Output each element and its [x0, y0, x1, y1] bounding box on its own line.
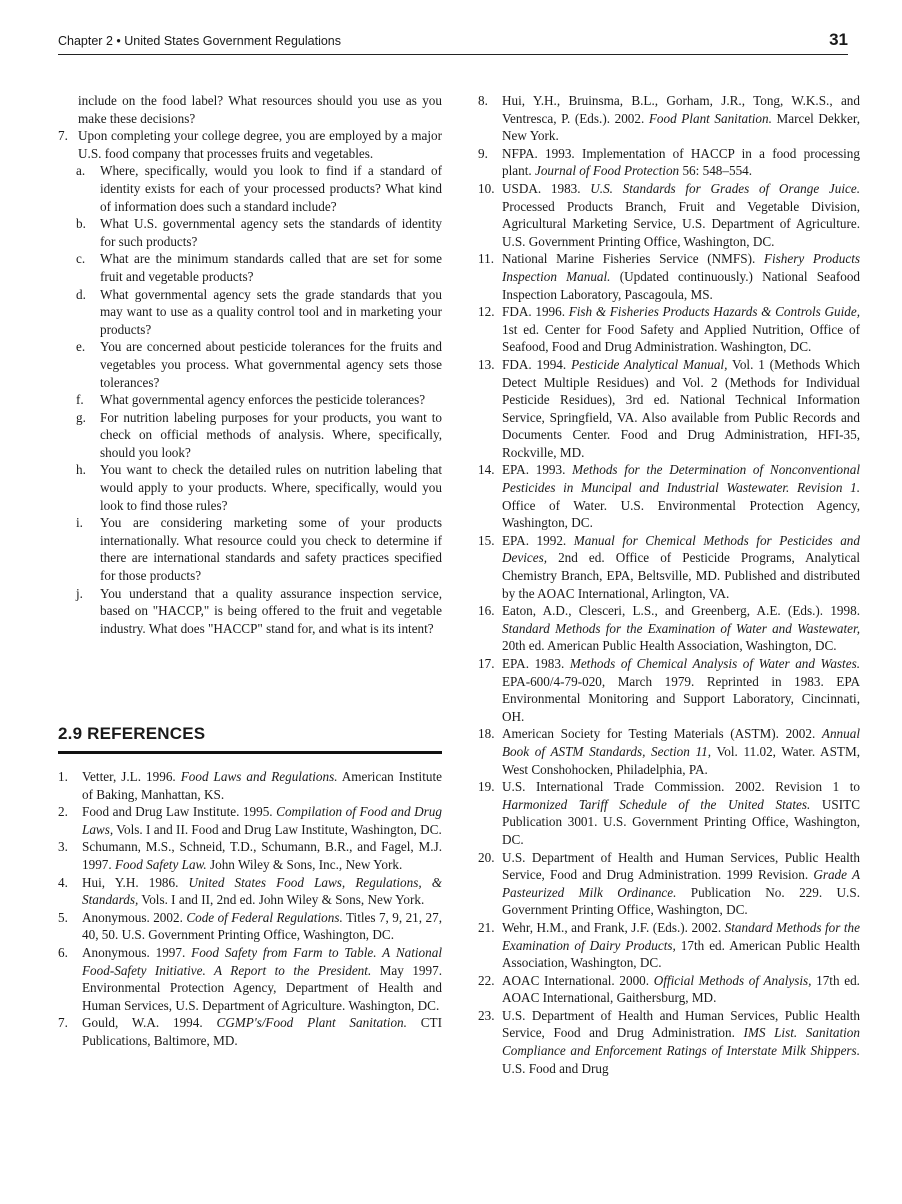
- reference-item: [58, 944, 442, 1014]
- subquestion-text: You want to check the detailed rules on nutrition labeling that would apply to your products. Where, specifically, would you look to find those rules?: [100, 462, 442, 513]
- reference-item: [478, 250, 860, 303]
- subquestion-text: You are considering marketing some of your products internationally. What resource could you check to determine if there are international standards and safety practices specified for those products?: [100, 515, 442, 584]
- reference-title: Official Methods of Analysis,: [653, 972, 812, 988]
- reference-publisher: Vols. I and II. Food and Drug Law Institute, Washington, DC.: [113, 821, 442, 837]
- reference-item: [478, 532, 860, 602]
- running-header: [58, 30, 848, 55]
- question-text: Upon completing your college degree, you are employed by a major U.S. food company that processes fruits and vegetables.: [78, 128, 442, 161]
- reference-authors: EPA. 1993.: [502, 462, 573, 478]
- reference-publisher: 17th ed. American Public Health Association, Washington, DC.: [502, 937, 861, 971]
- reference-title: Annual Book of ASTM Standards, Section 11,: [502, 726, 860, 759]
- subquestion-text: What governmental agency sets the grade standards that you may want to use as a quality control tool and in marketing your products?: [100, 286, 442, 337]
- subquestion-letter: d.: [76, 286, 86, 302]
- subquestion-letter: c.: [76, 251, 86, 267]
- reference-title: IMS List. Sanitation Compliance and Enforcement Ratings of Interstate Milk Shippers.: [502, 1025, 860, 1059]
- reference-authors: Hui, Y.H. 1986.: [82, 874, 189, 890]
- reference-publisher: Vol. 11.02, Water. ASTM, West Conshohocken, Philadelphia, PA.: [502, 743, 860, 777]
- reference-publisher: CTI Publications, Baltimore, MD.: [82, 1015, 442, 1048]
- reference-publisher: 17th ed. AOAC International, Gaithersburg, MD.: [502, 972, 860, 1006]
- reference-item: [478, 92, 860, 145]
- reference-authors: NFPA. 1993. Implementation of HACCP in a food processing plant.: [502, 145, 860, 179]
- reference-item: [58, 838, 442, 873]
- reference-authors: Vetter, J.L. 1996.: [82, 769, 181, 784]
- reference-item: [478, 725, 860, 778]
- reference-authors: FDA. 1996.: [502, 304, 569, 320]
- reference-number: 7.: [58, 1015, 68, 1031]
- reference-title: Standard Methods for the Examination of Water and Wastewater,: [502, 620, 860, 636]
- subquestion: [58, 409, 442, 462]
- reference-title: Code of Federal Regulations.: [186, 909, 343, 925]
- reference-authors: USDA. 1983.: [502, 180, 591, 196]
- subquestion-letter: f.: [76, 392, 84, 408]
- reference-item: [478, 849, 860, 919]
- subquestion: [58, 338, 442, 391]
- page-number: 31: [829, 30, 848, 49]
- reference-number: 16.: [478, 603, 495, 619]
- reference-number: 11.: [478, 251, 494, 267]
- reference-publisher: 1st ed. Center for Food Safety and Applied Nutrition, Office of Seafood, Food and Drug Administration. Washington, DC.: [502, 321, 860, 355]
- reference-number: 17.: [478, 656, 495, 671]
- reference-number: 8.: [478, 93, 488, 108]
- reference-authors: Anonymous. 1997.: [82, 944, 192, 960]
- subquestion-text: You understand that a quality assurance inspection service, based on "HACCP," is being offered to the fruit and vegetable industry. What does "HACCP" stand for, and what is its intent?: [100, 585, 442, 636]
- subquestion-text: What are the minimum standards called that are set for some fruit and vegetable products?: [100, 251, 442, 284]
- reference-authors: U.S. Department of Health and Human Services, Public Health Service, Food and Drug Administration. 1999 Revision.: [502, 849, 860, 883]
- subquestion-text: For nutrition labeling purposes for your products, you want to check on official methods of analysis. Where, specifically, should you look?: [100, 409, 442, 460]
- reference-number: 20.: [478, 849, 495, 865]
- subquestion: [58, 461, 442, 514]
- reference-title: Food Plant Sanitation.: [648, 110, 772, 126]
- reference-item: [478, 461, 860, 531]
- subquestion-text: What U.S. governmental agency sets the standards of identity for such products?: [100, 216, 442, 249]
- reference-number: 21.: [478, 919, 495, 935]
- reference-item: [478, 655, 860, 725]
- reference-number: 2.: [58, 804, 68, 820]
- subquestion-text: Where, specifically, would you look to find if a standard of identity exists for each of your processed products? What kind of information does such a standard include?: [100, 163, 442, 214]
- reference-title: Pesticide Analytical Manual,: [571, 356, 728, 372]
- question-number: 7.: [58, 128, 68, 144]
- reference-item: [478, 145, 860, 180]
- reference-publisher: Publication No. 229. U.S. Government Printing Office, Washington, DC.: [502, 884, 860, 918]
- reference-publisher: Vol. 1 (Methods Which Detect Multiple Residues) and Vol. 2 (Methods for Individual Pesticide Residues), 3rd ed. National Technical Information Service, Springfield, VA. Also available from Public Records and Documents Center. Food and Drug Administration, HFI-35, Rockville, MD.: [502, 356, 860, 460]
- reference-number: 5.: [58, 909, 68, 925]
- reference-number: 10.: [478, 180, 495, 196]
- reference-item: [58, 874, 442, 909]
- reference-number: 9.: [478, 145, 488, 161]
- section-heading: 2.9 REFERENCES: [58, 725, 442, 754]
- subquestion-letter: j.: [76, 585, 83, 601]
- reference-title: Fish & Fisheries Products Hazards & Controls Guide,: [568, 304, 860, 320]
- chapter-title: Chapter 2 • United States Government Regulations: [58, 34, 342, 48]
- subquestion-letter: h.: [76, 462, 86, 478]
- reference-number: 14.: [478, 462, 495, 478]
- reference-item: [58, 768, 442, 803]
- reference-authors: Anonymous. 2002.: [82, 909, 187, 925]
- reference-authors: Hui, Y.H., Bruinsma, B.L., Gorham, J.R., Tong, W.K.S., and Ventresca, P. (Eds.). 2002.: [502, 93, 860, 126]
- reference-title: United States Food Laws, Regulations, & Standards,: [82, 874, 442, 908]
- reference-title: Food Safety from Farm to Table. A National Food-Safety Initiative. A Report to the President.: [82, 944, 442, 978]
- reference-authors: AOAC International. 2000.: [502, 972, 654, 988]
- reference-item: [478, 303, 860, 356]
- reference-number: 15.: [478, 532, 495, 548]
- subquestion: [58, 391, 442, 409]
- reference-title: Journal of Food Protection: [534, 163, 680, 179]
- subquestion-list: [58, 162, 442, 637]
- reference-number: 22.: [478, 972, 495, 988]
- left-column: [58, 92, 442, 1050]
- reference-publisher: EPA-600/4-79-020, March 1979. Reprinted in 1983. EPA Environmental Monitoring and Support Laboratory, Cincinnati, OH.: [502, 673, 860, 724]
- reference-list-left: [58, 768, 442, 1050]
- reference-title: Harmonized Tariff Schedule of the United States.: [502, 796, 811, 812]
- reference-title: Methods of Chemical Analysis of Water and Wastes.: [569, 656, 861, 671]
- reference-item: [58, 803, 442, 838]
- reference-number: 12.: [478, 304, 495, 320]
- subquestion-text: You are concerned about pesticide tolerances for the fruits and vegetables you process. What governmental agency sets those tolerances?: [100, 339, 442, 390]
- reference-number: 4.: [58, 874, 68, 890]
- reference-publisher: Processed Products Branch, Fruit and Vegetable Division, Agricultural Marketing Service, U.S. Department of Agriculture. U.S. Government Printing Office, Washington, DC.: [502, 198, 860, 249]
- reference-authors: U.S. Department of Health and Human Services, Public Health Service, Food and Drug Administration.: [502, 1007, 860, 1041]
- reference-list-right: [478, 92, 860, 1077]
- reference-item: [478, 602, 860, 655]
- reference-item: [478, 972, 860, 1007]
- reference-publisher: 56: 548–554.: [679, 163, 753, 179]
- reference-authors: Schumann, M.S., Schneid, T.D., Schumann, B.R., and Fagel, M.J. 1997.: [82, 839, 442, 872]
- subquestion: [58, 250, 442, 285]
- reference-authors: EPA. 1983.: [502, 656, 570, 671]
- question-continuation: include on the food label? What resources should you use as you make these decisions?: [78, 93, 442, 126]
- reference-publisher: May 1997. Environmental Protection Agency, Department of Health and Human Services, U.S. Department of Agriculture. Washington, DC.: [82, 962, 442, 1013]
- reference-publisher: Marcel Dekker, New York.: [502, 110, 860, 144]
- reference-number: 19.: [478, 779, 495, 795]
- reference-number: 1.: [58, 769, 68, 784]
- reference-item: [478, 919, 860, 972]
- subquestion-letter: a.: [76, 163, 86, 179]
- reference-authors: Food and Drug Law Institute. 1995.: [82, 804, 277, 820]
- reference-publisher: 20th ed. American Public Health Association, Washington, DC.: [502, 638, 837, 654]
- reference-title: Food Laws and Regulations.: [180, 769, 338, 784]
- reference-publisher: American Institute of Baking, Manhattan, KS.: [82, 769, 442, 802]
- reference-authors: U.S. International Trade Commission. 2002. Revision 1 to: [502, 779, 860, 795]
- subquestion-letter: b.: [76, 216, 86, 232]
- reference-authors: FDA. 1994.: [502, 356, 572, 372]
- subquestion: [58, 585, 442, 638]
- reference-number: 6.: [58, 944, 68, 960]
- reference-title: Methods for the Determination of Nonconventional Pesticides in Muncipal and Industrial Wastewater. Revision 1.: [502, 462, 860, 496]
- reference-publisher: U.S. Food and Drug: [502, 1060, 609, 1076]
- subquestion-letter: e.: [76, 339, 86, 355]
- reference-item: [58, 909, 442, 944]
- subquestion-text: What governmental agency enforces the pesticide tolerances?: [100, 392, 426, 408]
- reference-authors: EPA. 1992.: [502, 532, 574, 548]
- reference-authors: Eaton, A.D., Clesceri, L.S., and Greenberg, A.E. (Eds.). 1998.: [502, 603, 860, 619]
- subquestion-letter: g.: [76, 409, 86, 425]
- reference-publisher: Titles 7, 9, 21, 27, 40, 50. U.S. Government Printing Office, Washington, DC.: [82, 909, 442, 943]
- reference-authors: Gould, W.A. 1994.: [82, 1015, 217, 1031]
- reference-authors: American Society for Testing Materials (ASTM). 2002.: [502, 726, 822, 742]
- reference-title: Food Safety Law.: [114, 856, 207, 872]
- reference-item: [58, 1014, 442, 1049]
- subquestion: [58, 286, 442, 339]
- reference-number: 18.: [478, 726, 495, 742]
- reference-authors: Wehr, H.M., and Frank, J.F. (Eds.). 2002.: [502, 919, 725, 935]
- reference-publisher: John Wiley & Sons, Inc., New York.: [206, 856, 403, 872]
- subquestion: [58, 514, 442, 584]
- reference-item: [478, 778, 860, 848]
- subquestion: [58, 215, 442, 250]
- reference-publisher: USITC Publication 3001. U.S. Government Printing Office, Washington, DC.: [502, 796, 860, 847]
- reference-title: CGMP's/Food Plant Sanitation.: [216, 1015, 407, 1031]
- reference-publisher: 2nd ed. Office of Pesticide Programs, Analytical Chemistry Branch, EPA, Beltsville, MD. Published and distributed by the AOAC International, Arlington, VA.: [502, 550, 860, 601]
- reference-item: [478, 356, 860, 462]
- subquestion: [58, 162, 442, 215]
- reference-number: 13.: [478, 356, 495, 372]
- reference-item: [478, 180, 860, 250]
- reference-number: 23.: [478, 1007, 495, 1023]
- reference-publisher: Office of Water. U.S. Environmental Protection Agency, Washington, DC.: [502, 497, 860, 531]
- reference-title: Compilation of Food and Drug Laws,: [82, 804, 442, 837]
- reference-title: Grade A Pasteurized Milk Ordinance.: [502, 867, 860, 900]
- reference-authors: National Marine Fisheries Service (NMFS).: [502, 251, 764, 267]
- question-7: [58, 127, 442, 162]
- reference-item: [478, 1007, 860, 1077]
- reference-title: Manual for Chemical Methods for Pesticides and Devices,: [502, 532, 860, 566]
- reference-publisher: (Updated continuously.) National Seafood Inspection Laboratory, Pascagoula, MS.: [502, 268, 861, 302]
- reference-number: 3.: [58, 839, 68, 855]
- reference-publisher: Vols. I and II, 2nd ed. John Wiley & Sons, New York.: [138, 892, 425, 908]
- reference-title: U.S. Standards for Grades of Orange Juice.: [590, 180, 861, 196]
- subquestion-letter: i.: [76, 515, 83, 531]
- reference-title: Standard Methods for the Examination of Dairy Products,: [502, 919, 860, 953]
- reference-title: Fishery Products Inspection Manual.: [502, 251, 860, 284]
